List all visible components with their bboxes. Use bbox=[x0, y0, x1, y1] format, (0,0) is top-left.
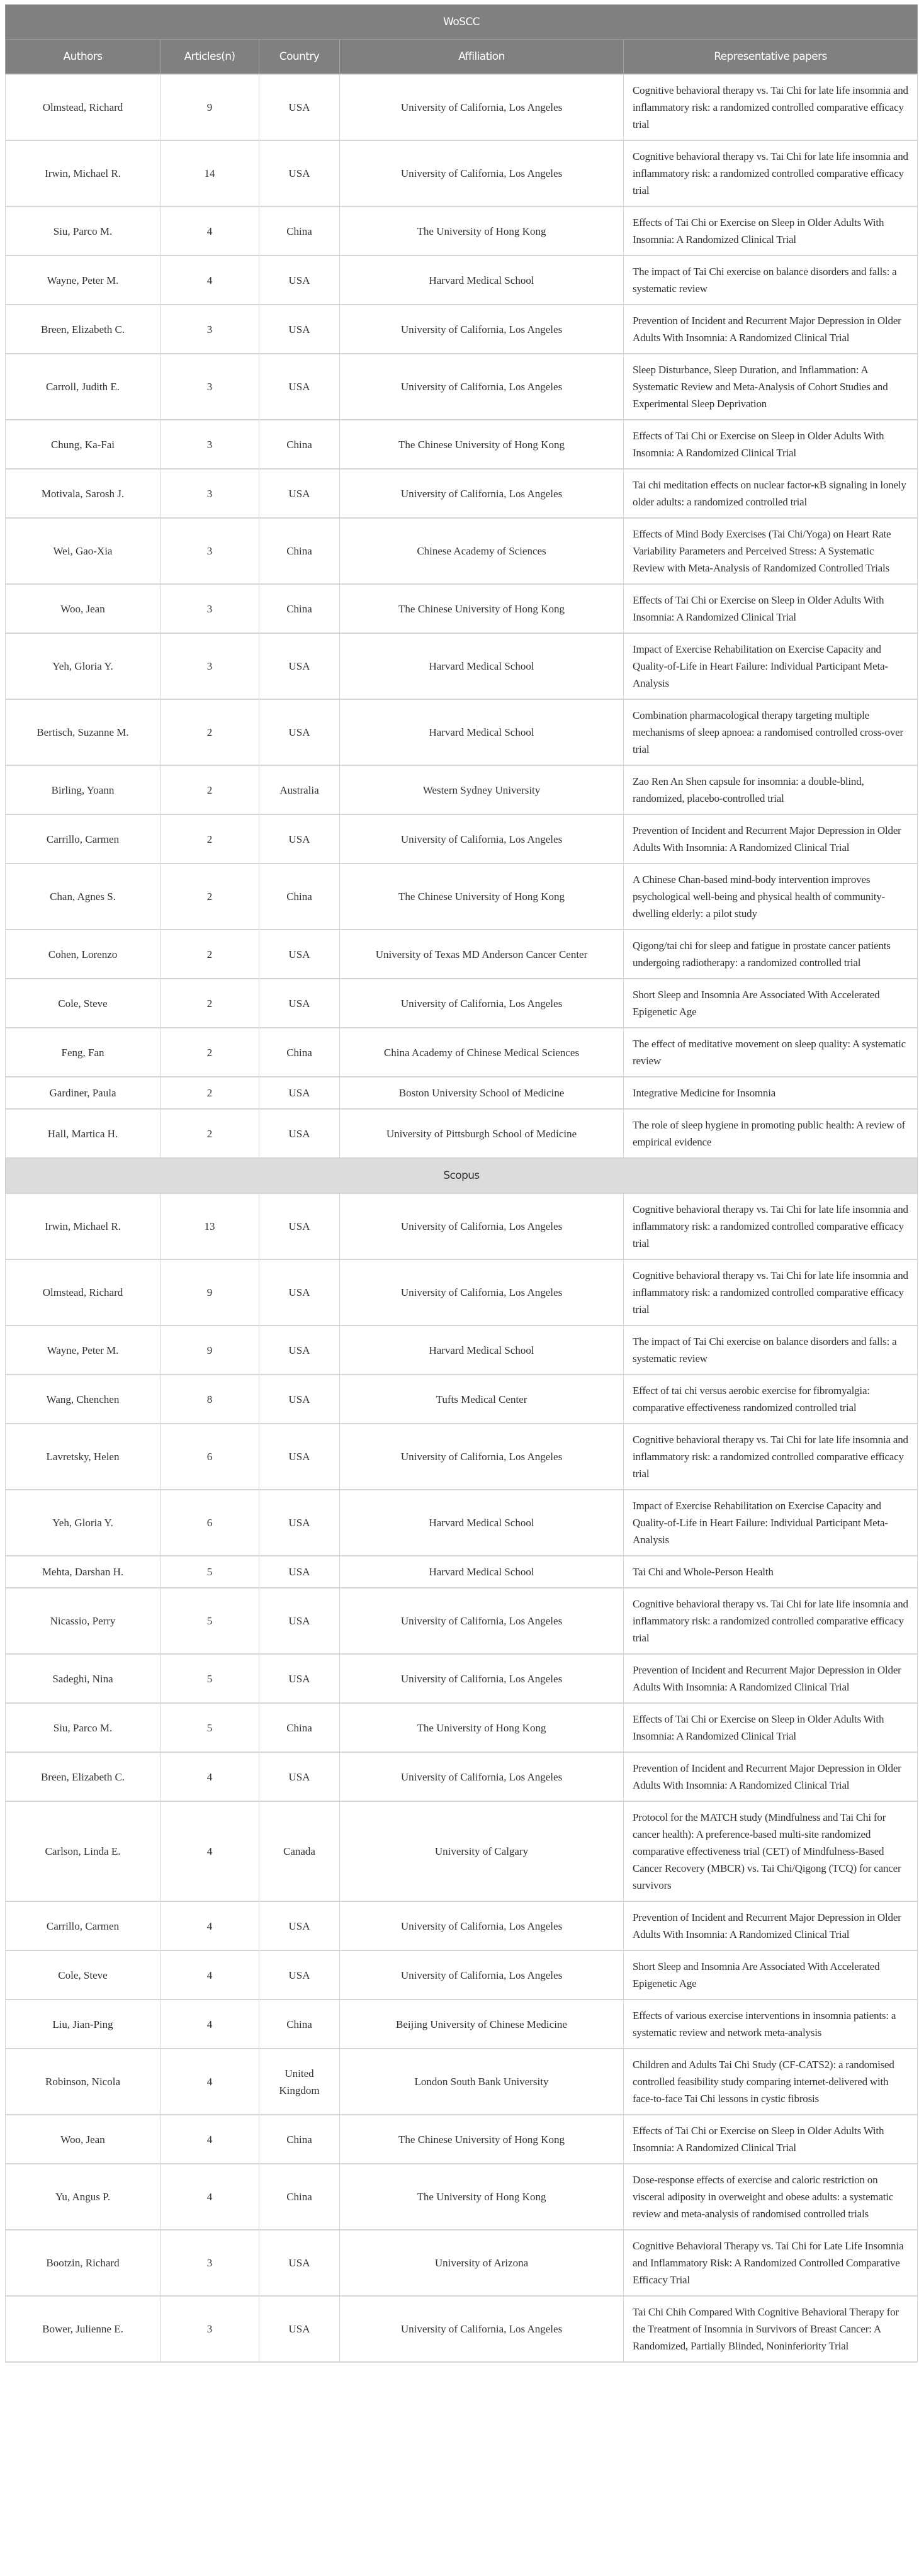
table-row bbox=[6, 930, 918, 979]
country-cell: USA bbox=[259, 1901, 340, 1950]
paper-cell: Cognitive behavioral therapy vs. Tai Chi for late life insomnia and inflammatory risk: a randomized controlled comparative efficacy trial bbox=[624, 1259, 918, 1325]
affiliation-cell: Harvard Medical School bbox=[340, 699, 624, 765]
country-cell: China bbox=[259, 1028, 340, 1077]
author-cell: Sadeghi, Nina bbox=[6, 1654, 161, 1703]
country-cell: USA bbox=[259, 1193, 340, 1259]
table-row bbox=[6, 469, 918, 518]
country-cell: Australia bbox=[259, 765, 340, 814]
affiliation-cell: Harvard Medical School bbox=[340, 633, 624, 699]
country-cell: China bbox=[259, 863, 340, 930]
country-cell: USA bbox=[259, 979, 340, 1028]
table-row bbox=[6, 1193, 918, 1259]
table-row bbox=[6, 420, 918, 469]
author-cell: Carlson, Linda E. bbox=[6, 1801, 161, 1901]
table-row bbox=[6, 1259, 918, 1325]
paper-cell: Tai Chi and Whole-Person Health bbox=[624, 1556, 918, 1588]
paper-cell: Dose-response effects of exercise and caloric restriction on visceral adiposity in overweight and obese adults: a systematic review and meta-analysis of randomised controlled trials bbox=[624, 2164, 918, 2230]
paper-cell: A Chinese Chan-based mind-body intervention improves psychological well-being and physical health of community-dwelling elderly: a pilot study bbox=[624, 863, 918, 930]
affiliation-cell: The University of Hong Kong bbox=[340, 206, 624, 256]
paper-cell: Combination pharmacological therapy targeting multiple mechanisms of sleep apnoea: a randomised controlled cross-over trial bbox=[624, 699, 918, 765]
affiliation-cell: University of California, Los Angeles bbox=[340, 1901, 624, 1950]
table-row bbox=[6, 305, 918, 354]
affiliation-cell: London South Bank University bbox=[340, 2049, 624, 2115]
author-cell: Woo, Jean bbox=[6, 584, 161, 633]
articles-cell: 5 bbox=[161, 1588, 259, 1654]
country-cell: China bbox=[259, 206, 340, 256]
table-row bbox=[6, 1999, 918, 2049]
author-cell: Olmstead, Richard bbox=[6, 74, 161, 140]
paper-cell: Children and Adults Tai Chi Study (CF-CATS2): a randomised controlled feasibility study comparing internet-delivered with face-to-face Tai Chi lessons in cystic fibrosis bbox=[624, 2049, 918, 2115]
affiliation-cell: The Chinese University of Hong Kong bbox=[340, 584, 624, 633]
affiliation-cell: Harvard Medical School bbox=[340, 1325, 624, 1375]
country-cell: USA bbox=[259, 1077, 340, 1109]
country-cell: USA bbox=[259, 1375, 340, 1424]
paper-cell: Impact of Exercise Rehabilitation on Exercise Capacity and Quality-of-Life in Heart Failure: Individual Participant Meta-Analysis bbox=[624, 1490, 918, 1556]
affiliation-cell: University of California, Los Angeles bbox=[340, 469, 624, 518]
author-cell: Yeh, Gloria Y. bbox=[6, 1490, 161, 1556]
articles-cell: 14 bbox=[161, 140, 259, 206]
country-cell: China bbox=[259, 420, 340, 469]
country-cell: USA bbox=[259, 305, 340, 354]
articles-cell: 3 bbox=[161, 469, 259, 518]
paper-cell: The impact of Tai Chi exercise on balance disorders and falls: a systematic review bbox=[624, 1325, 918, 1375]
affiliation-cell: Harvard Medical School bbox=[340, 256, 624, 305]
author-cell: Siu, Parco M. bbox=[6, 206, 161, 256]
articles-cell: 6 bbox=[161, 1490, 259, 1556]
table-row bbox=[6, 2115, 918, 2164]
paper-cell: Prevention of Incident and Recurrent Major Depression in Older Adults With Insomnia: A Randomized Clinical Trial bbox=[624, 1654, 918, 1703]
author-cell: Hall, Martica H. bbox=[6, 1109, 161, 1158]
author-cell: Yu, Angus P. bbox=[6, 2164, 161, 2230]
table-body bbox=[6, 5, 918, 2363]
author-cell: Bertisch, Suzanne M. bbox=[6, 699, 161, 765]
column-header: Representative papers bbox=[624, 40, 918, 75]
articles-cell: 8 bbox=[161, 1375, 259, 1424]
table-row bbox=[6, 1556, 918, 1588]
articles-cell: 4 bbox=[161, 2115, 259, 2164]
articles-cell: 4 bbox=[161, 2049, 259, 2115]
articles-cell: 4 bbox=[161, 256, 259, 305]
author-cell: Liu, Jian-Ping bbox=[6, 1999, 161, 2049]
author-cell: Wei, Gao-Xia bbox=[6, 518, 161, 584]
author-cell: Olmstead, Richard bbox=[6, 1259, 161, 1325]
country-cell: China bbox=[259, 518, 340, 584]
table-row bbox=[6, 1077, 918, 1109]
articles-cell: 4 bbox=[161, 1901, 259, 1950]
articles-cell: 4 bbox=[161, 1950, 259, 1999]
paper-cell: Cognitive Behavioral Therapy vs. Tai Chi for Late Life Insomnia and Inflammatory Risk: A Randomized Controlled Comparative Efficacy Trial bbox=[624, 2230, 918, 2296]
paper-cell: Integrative Medicine for Insomnia bbox=[624, 1077, 918, 1109]
table-row bbox=[6, 863, 918, 930]
table-row bbox=[6, 2230, 918, 2296]
paper-cell: Prevention of Incident and Recurrent Major Depression in Older Adults With Insomnia: A Randomized Clinical Trial bbox=[624, 814, 918, 863]
paper-cell: Effects of Tai Chi or Exercise on Sleep in Older Adults With Insomnia: A Randomized Clinical Trial bbox=[624, 420, 918, 469]
paper-cell: Prevention of Incident and Recurrent Major Depression in Older Adults With Insomnia: A Randomized Clinical Trial bbox=[624, 1752, 918, 1801]
country-cell: USA bbox=[259, 140, 340, 206]
articles-cell: 13 bbox=[161, 1193, 259, 1259]
table-row bbox=[6, 1028, 918, 1077]
affiliation-cell: University of California, Los Angeles bbox=[340, 1752, 624, 1801]
table-row bbox=[6, 1752, 918, 1801]
author-cell: Chung, Ka-Fai bbox=[6, 420, 161, 469]
table-row bbox=[6, 354, 918, 420]
affiliation-cell: University of Texas MD Anderson Cancer Center bbox=[340, 930, 624, 979]
articles-cell: 3 bbox=[161, 633, 259, 699]
country-cell: USA bbox=[259, 1490, 340, 1556]
author-cell: Wayne, Peter M. bbox=[6, 256, 161, 305]
articles-cell: 4 bbox=[161, 206, 259, 256]
articles-cell: 5 bbox=[161, 1556, 259, 1588]
author-cell: Carrillo, Carmen bbox=[6, 814, 161, 863]
author-cell: Wang, Chenchen bbox=[6, 1375, 161, 1424]
affiliation-cell: China Academy of Chinese Medical Sciences bbox=[340, 1028, 624, 1077]
author-cell: Chan, Agnes S. bbox=[6, 863, 161, 930]
affiliation-cell: University of California, Los Angeles bbox=[340, 979, 624, 1028]
affiliation-cell: University of California, Los Angeles bbox=[340, 140, 624, 206]
country-cell: China bbox=[259, 584, 340, 633]
affiliation-cell: University of Pittsburgh School of Medicine bbox=[340, 1109, 624, 1158]
country-cell: China bbox=[259, 2164, 340, 2230]
articles-cell: 2 bbox=[161, 1077, 259, 1109]
country-cell: USA bbox=[259, 1259, 340, 1325]
author-cell: Birling, Yoann bbox=[6, 765, 161, 814]
paper-cell: Qigong/tai chi for sleep and fatigue in prostate cancer patients undergoing radiotherapy: a randomized controlled trial bbox=[624, 930, 918, 979]
table-row bbox=[6, 2164, 918, 2230]
articles-cell: 3 bbox=[161, 354, 259, 420]
table-row bbox=[6, 1801, 918, 1901]
country-cell: United Kingdom bbox=[259, 2049, 340, 2115]
country-cell: USA bbox=[259, 1325, 340, 1375]
country-cell: USA bbox=[259, 74, 340, 140]
affiliation-cell: University of California, Los Angeles bbox=[340, 1654, 624, 1703]
paper-cell: The role of sleep hygiene in promoting public health: A review of empirical evidence bbox=[624, 1109, 918, 1158]
paper-cell: Impact of Exercise Rehabilitation on Exercise Capacity and Quality-of-Life in Heart Failure: Individual Participant Meta-Analysis bbox=[624, 633, 918, 699]
author-cell: Yeh, Gloria Y. bbox=[6, 633, 161, 699]
table-row bbox=[6, 1901, 918, 1950]
affiliation-cell: University of California, Los Angeles bbox=[340, 1424, 624, 1490]
table-row bbox=[6, 1325, 918, 1375]
author-cell: Lavretsky, Helen bbox=[6, 1424, 161, 1490]
paper-cell: The effect of meditative movement on sleep quality: A systematic review bbox=[624, 1028, 918, 1077]
table-row bbox=[6, 1588, 918, 1654]
paper-cell: Short Sleep and Insomnia Are Associated With Accelerated Epigenetic Age bbox=[624, 1950, 918, 1999]
table-row bbox=[6, 1109, 918, 1158]
country-cell: USA bbox=[259, 1588, 340, 1654]
affiliation-cell: Harvard Medical School bbox=[340, 1556, 624, 1588]
affiliation-cell: Western Sydney University bbox=[340, 765, 624, 814]
country-cell: USA bbox=[259, 930, 340, 979]
affiliation-cell: University of California, Los Angeles bbox=[340, 354, 624, 420]
country-cell: USA bbox=[259, 1950, 340, 1999]
paper-cell: Tai chi meditation effects on nuclear factor-κB signaling in lonely older adults: a randomized controlled trial bbox=[624, 469, 918, 518]
paper-cell: Effect of tai chi versus aerobic exercise for fibromyalgia: comparative effectiveness randomized controlled trial bbox=[624, 1375, 918, 1424]
affiliation-cell: University of California, Los Angeles bbox=[340, 74, 624, 140]
articles-cell: 9 bbox=[161, 1325, 259, 1375]
column-header: Country bbox=[259, 40, 340, 75]
author-cell: Woo, Jean bbox=[6, 2115, 161, 2164]
table-row bbox=[6, 633, 918, 699]
affiliation-cell: University of Arizona bbox=[340, 2230, 624, 2296]
column-header: Articles(n) bbox=[161, 40, 259, 75]
articles-cell: 5 bbox=[161, 1703, 259, 1752]
author-cell: Feng, Fan bbox=[6, 1028, 161, 1077]
author-cell: Bootzin, Richard bbox=[6, 2230, 161, 2296]
column-header-row bbox=[6, 40, 918, 75]
articles-cell: 3 bbox=[161, 518, 259, 584]
paper-cell: The impact of Tai Chi exercise on balance disorders and falls: a systematic review bbox=[624, 256, 918, 305]
articles-cell: 5 bbox=[161, 1654, 259, 1703]
country-cell: China bbox=[259, 1999, 340, 2049]
table-row bbox=[6, 140, 918, 206]
country-cell: USA bbox=[259, 1556, 340, 1588]
author-cell: Breen, Elizabeth C. bbox=[6, 1752, 161, 1801]
articles-cell: 3 bbox=[161, 420, 259, 469]
table-row bbox=[6, 1654, 918, 1703]
articles-cell: 2 bbox=[161, 1028, 259, 1077]
articles-cell: 3 bbox=[161, 584, 259, 633]
articles-cell: 4 bbox=[161, 1801, 259, 1901]
affiliation-cell: Boston University School of Medicine bbox=[340, 1077, 624, 1109]
column-header: Affiliation bbox=[340, 40, 624, 75]
author-cell: Mehta, Darshan H. bbox=[6, 1556, 161, 1588]
affiliation-cell: University of California, Los Angeles bbox=[340, 1588, 624, 1654]
author-cell: Cole, Steve bbox=[6, 1950, 161, 1999]
articles-cell: 2 bbox=[161, 699, 259, 765]
table-row bbox=[6, 206, 918, 256]
paper-cell: Zao Ren An Shen capsule for insomnia: a double-blind, randomized, placebo-controlled trial bbox=[624, 765, 918, 814]
table-row bbox=[6, 518, 918, 584]
table-row bbox=[6, 1375, 918, 1424]
affiliation-cell: Chinese Academy of Sciences bbox=[340, 518, 624, 584]
table-row bbox=[6, 74, 918, 140]
country-cell: China bbox=[259, 1703, 340, 1752]
country-cell: USA bbox=[259, 2296, 340, 2362]
paper-cell: Effects of Tai Chi or Exercise on Sleep in Older Adults With Insomnia: A Randomized Clinical Trial bbox=[624, 206, 918, 256]
paper-cell: Effects of Tai Chi or Exercise on Sleep in Older Adults With Insomnia: A Randomized Clinical Trial bbox=[624, 2115, 918, 2164]
affiliation-cell: University of California, Los Angeles bbox=[340, 1259, 624, 1325]
paper-cell: Protocol for the MATCH study (Mindfulness and Tai Chi for cancer health): A preference-based multi-site randomized comparative effectiveness trial (CET) of Mindfulness-Based Cancer Recovery (MBCR) vs. Tai Chi/Qigong (TCQ) for cancer survivors bbox=[624, 1801, 918, 1901]
country-cell: USA bbox=[259, 2230, 340, 2296]
affiliation-cell: University of California, Los Angeles bbox=[340, 2296, 624, 2362]
country-cell: USA bbox=[259, 814, 340, 863]
author-cell: Cohen, Lorenzo bbox=[6, 930, 161, 979]
author-cell: Breen, Elizabeth C. bbox=[6, 305, 161, 354]
affiliation-cell: University of California, Los Angeles bbox=[340, 305, 624, 354]
author-cell: Irwin, Michael R. bbox=[6, 140, 161, 206]
articles-cell: 3 bbox=[161, 305, 259, 354]
section-title: Scopus bbox=[6, 1158, 918, 1193]
paper-cell: Effects of various exercise interventions in insomnia patients: a systematic review and network meta-analysis bbox=[624, 1999, 918, 2049]
paper-cell: Short Sleep and Insomnia Are Associated With Accelerated Epigenetic Age bbox=[624, 979, 918, 1028]
country-cell: USA bbox=[259, 354, 340, 420]
table-row bbox=[6, 2049, 918, 2115]
country-cell: USA bbox=[259, 1752, 340, 1801]
author-cell: Cole, Steve bbox=[6, 979, 161, 1028]
affiliation-cell: Harvard Medical School bbox=[340, 1490, 624, 1556]
country-cell: USA bbox=[259, 1654, 340, 1703]
affiliation-cell: The Chinese University of Hong Kong bbox=[340, 420, 624, 469]
articles-cell: 6 bbox=[161, 1424, 259, 1490]
affiliation-cell: The Chinese University of Hong Kong bbox=[340, 2115, 624, 2164]
author-cell: Wayne, Peter M. bbox=[6, 1325, 161, 1375]
articles-cell: 3 bbox=[161, 2296, 259, 2362]
paper-cell: Cognitive behavioral therapy vs. Tai Chi for late life insomnia and inflammatory risk: a randomized controlled comparative efficacy trial bbox=[624, 1588, 918, 1654]
paper-cell: Cognitive behavioral therapy vs. Tai Chi for late life insomnia and inflammatory risk: a randomized controlled comparative efficacy trial bbox=[624, 140, 918, 206]
articles-cell: 2 bbox=[161, 765, 259, 814]
table-row bbox=[6, 2296, 918, 2362]
table-row bbox=[6, 1424, 918, 1490]
paper-cell: Effects of Tai Chi or Exercise on Sleep in Older Adults With Insomnia: A Randomized Clinical Trial bbox=[624, 584, 918, 633]
author-cell: Gardiner, Paula bbox=[6, 1077, 161, 1109]
table-row bbox=[6, 256, 918, 305]
paper-cell: Cognitive behavioral therapy vs. Tai Chi for late life insomnia and inflammatory risk: a randomized controlled comparative efficacy trial bbox=[624, 1193, 918, 1259]
country-cell: USA bbox=[259, 1109, 340, 1158]
column-header: Authors bbox=[6, 40, 161, 75]
table-row bbox=[6, 979, 918, 1028]
paper-cell: Prevention of Incident and Recurrent Major Depression in Older Adults With Insomnia: A Randomized Clinical Trial bbox=[624, 1901, 918, 1950]
affiliation-cell: University of Calgary bbox=[340, 1801, 624, 1901]
affiliation-cell: University of California, Los Angeles bbox=[340, 814, 624, 863]
paper-cell: Tai Chi Chih Compared With Cognitive Behavioral Therapy for the Treatment of Insomnia in Survivors of Breast Cancer: A Randomized, Partially Blinded, Noninferiority Trial bbox=[624, 2296, 918, 2362]
section-header-row bbox=[6, 5, 918, 40]
articles-cell: 2 bbox=[161, 1109, 259, 1158]
section-title: WoSCC bbox=[6, 5, 918, 40]
articles-cell: 4 bbox=[161, 1999, 259, 2049]
affiliation-cell: Tufts Medical Center bbox=[340, 1375, 624, 1424]
articles-cell: 2 bbox=[161, 930, 259, 979]
author-cell: Nicassio, Perry bbox=[6, 1588, 161, 1654]
country-cell: Canada bbox=[259, 1801, 340, 1901]
author-cell: Motivala, Sarosh J. bbox=[6, 469, 161, 518]
paper-cell: Effects of Mind Body Exercises (Tai Chi/Yoga) on Heart Rate Variability Parameters and Perceived Stress: A Systematic Review with Meta-Analysis of Randomized Controlled Trials bbox=[624, 518, 918, 584]
paper-cell: Effects of Tai Chi or Exercise on Sleep in Older Adults With Insomnia: A Randomized Clinical Trial bbox=[624, 1703, 918, 1752]
articles-cell: 4 bbox=[161, 2164, 259, 2230]
articles-cell: 2 bbox=[161, 863, 259, 930]
affiliation-cell: The University of Hong Kong bbox=[340, 2164, 624, 2230]
table-row bbox=[6, 584, 918, 633]
author-cell: Carrillo, Carmen bbox=[6, 1901, 161, 1950]
author-cell: Irwin, Michael R. bbox=[6, 1193, 161, 1259]
country-cell: USA bbox=[259, 699, 340, 765]
articles-cell: 2 bbox=[161, 979, 259, 1028]
articles-cell: 2 bbox=[161, 814, 259, 863]
affiliation-cell: The Chinese University of Hong Kong bbox=[340, 863, 624, 930]
table-row bbox=[6, 1950, 918, 1999]
table-row bbox=[6, 814, 918, 863]
paper-cell: Prevention of Incident and Recurrent Major Depression in Older Adults With Insomnia: A Randomized Clinical Trial bbox=[624, 305, 918, 354]
table-row bbox=[6, 765, 918, 814]
table-row bbox=[6, 1490, 918, 1556]
country-cell: USA bbox=[259, 256, 340, 305]
table-row bbox=[6, 699, 918, 765]
country-cell: USA bbox=[259, 633, 340, 699]
articles-cell: 9 bbox=[161, 74, 259, 140]
author-cell: Bower, Julienne E. bbox=[6, 2296, 161, 2362]
paper-cell: Sleep Disturbance, Sleep Duration, and Inflammation: A Systematic Review and Meta-Analysis of Cohort Studies and Experimental Sleep Deprivation bbox=[624, 354, 918, 420]
country-cell: China bbox=[259, 2115, 340, 2164]
affiliation-cell: University of California, Los Angeles bbox=[340, 1950, 624, 1999]
authors-table bbox=[5, 4, 918, 2363]
affiliation-cell: The University of Hong Kong bbox=[340, 1703, 624, 1752]
affiliation-cell: Beijing University of Chinese Medicine bbox=[340, 1999, 624, 2049]
country-cell: USA bbox=[259, 1424, 340, 1490]
author-cell: Carroll, Judith E. bbox=[6, 354, 161, 420]
author-cell: Robinson, Nicola bbox=[6, 2049, 161, 2115]
author-cell: Siu, Parco M. bbox=[6, 1703, 161, 1752]
articles-cell: 9 bbox=[161, 1259, 259, 1325]
country-cell: USA bbox=[259, 469, 340, 518]
table-row bbox=[6, 1703, 918, 1752]
paper-cell: Cognitive behavioral therapy vs. Tai Chi for late life insomnia and inflammatory risk: a randomized controlled comparative efficacy trial bbox=[624, 1424, 918, 1490]
affiliation-cell: University of California, Los Angeles bbox=[340, 1193, 624, 1259]
articles-cell: 3 bbox=[161, 2230, 259, 2296]
section-header-row bbox=[6, 1158, 918, 1193]
paper-cell: Cognitive behavioral therapy vs. Tai Chi for late life insomnia and inflammatory risk: a randomized controlled comparative efficacy trial bbox=[624, 74, 918, 140]
articles-cell: 4 bbox=[161, 1752, 259, 1801]
